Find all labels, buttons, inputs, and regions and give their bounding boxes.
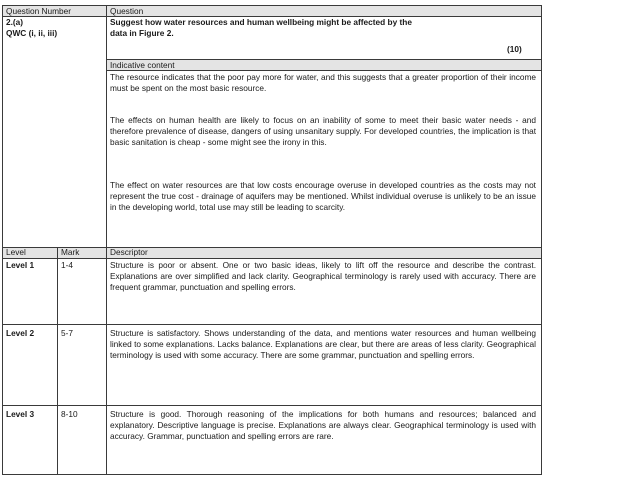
mark-header: Mark [61,247,80,257]
level-label: Level 1 [6,260,35,270]
question-prompt-line1: Suggest how water resources and human wellbeing might be affected by the [110,17,412,27]
indicative-heading: Indicative content [110,60,175,70]
indicative-paragraph: The effect on water resources are that low costs encourage overuse in developed countries as the costs may not represent the true cost - drainage of aquifers may be mentioned. Whilst individual overuse is unlikely to be an issue in the developing world, total use may still be leading to scarcity. [110,180,536,212]
rule [106,6,107,474]
level-descriptor: Structure is good. Thorough reasoning of the implications for both humans and resources; balanced and explanatory. Descriptive language is precise. Explanations are always clear. Geographical terminology is used with accuracy. Grammar, punctuation and spelling errors are rare. [110,409,536,441]
header-row-shade [3,6,541,16]
level-mark: 8-10 [61,409,78,419]
level-mark: 1-4 [61,260,73,270]
question-header: Question [110,6,144,16]
question-prompt-line2: data in Figure 2. [110,28,174,38]
indicative-paragraph: The resource indicates that the poor pay more for water, and this suggests that a greater proportion of their income must be spent on the most basic resource. [110,72,536,93]
level-label: Level 2 [6,328,35,338]
question-marks: (10) [507,44,522,54]
rule [57,247,58,474]
level-header: Level [6,247,26,257]
indicative-paragraph: The effects on human health are likely to focus on an inability of some to meet their basic water needs - and therefore prevalence of disease, dangers of using unsanitary supply. For developed countries, the implication is that basic sanitation is cheap - some might see the irony in this. [110,115,536,147]
question-number-header: Question Number [6,6,72,16]
qwc-label: QWC (i, ii, iii) [6,28,58,38]
level-descriptor: Structure is poor or absent. One or two basic ideas, likely to lift off the resource and describe the contrast. Explanations are over simplified and lack clarity. Geographical terminology is rarely used with accuracy. There are frequent grammar, punctuation and spelling errors. [110,260,536,292]
level-descriptor: Structure is satisfactory. Shows understanding of the data, and mentions water resources and human wellbeing linked to some explanations. Lacks balance. Explanations are clear, but there are areas of less clarity. Geographical terminology is used with some accuracy. There are some grammar, punctuation and spelling errors. [110,328,536,360]
rule [3,324,541,325]
levels-header-shade [3,247,541,258]
descriptor-header: Descriptor [110,247,148,257]
rule [3,405,541,406]
level-mark: 5-7 [61,328,73,338]
question-number: 2.(a) [6,17,24,27]
rule [3,258,541,259]
mark-scheme-table [2,5,542,475]
level-label: Level 3 [6,409,35,419]
rule [3,247,541,248]
